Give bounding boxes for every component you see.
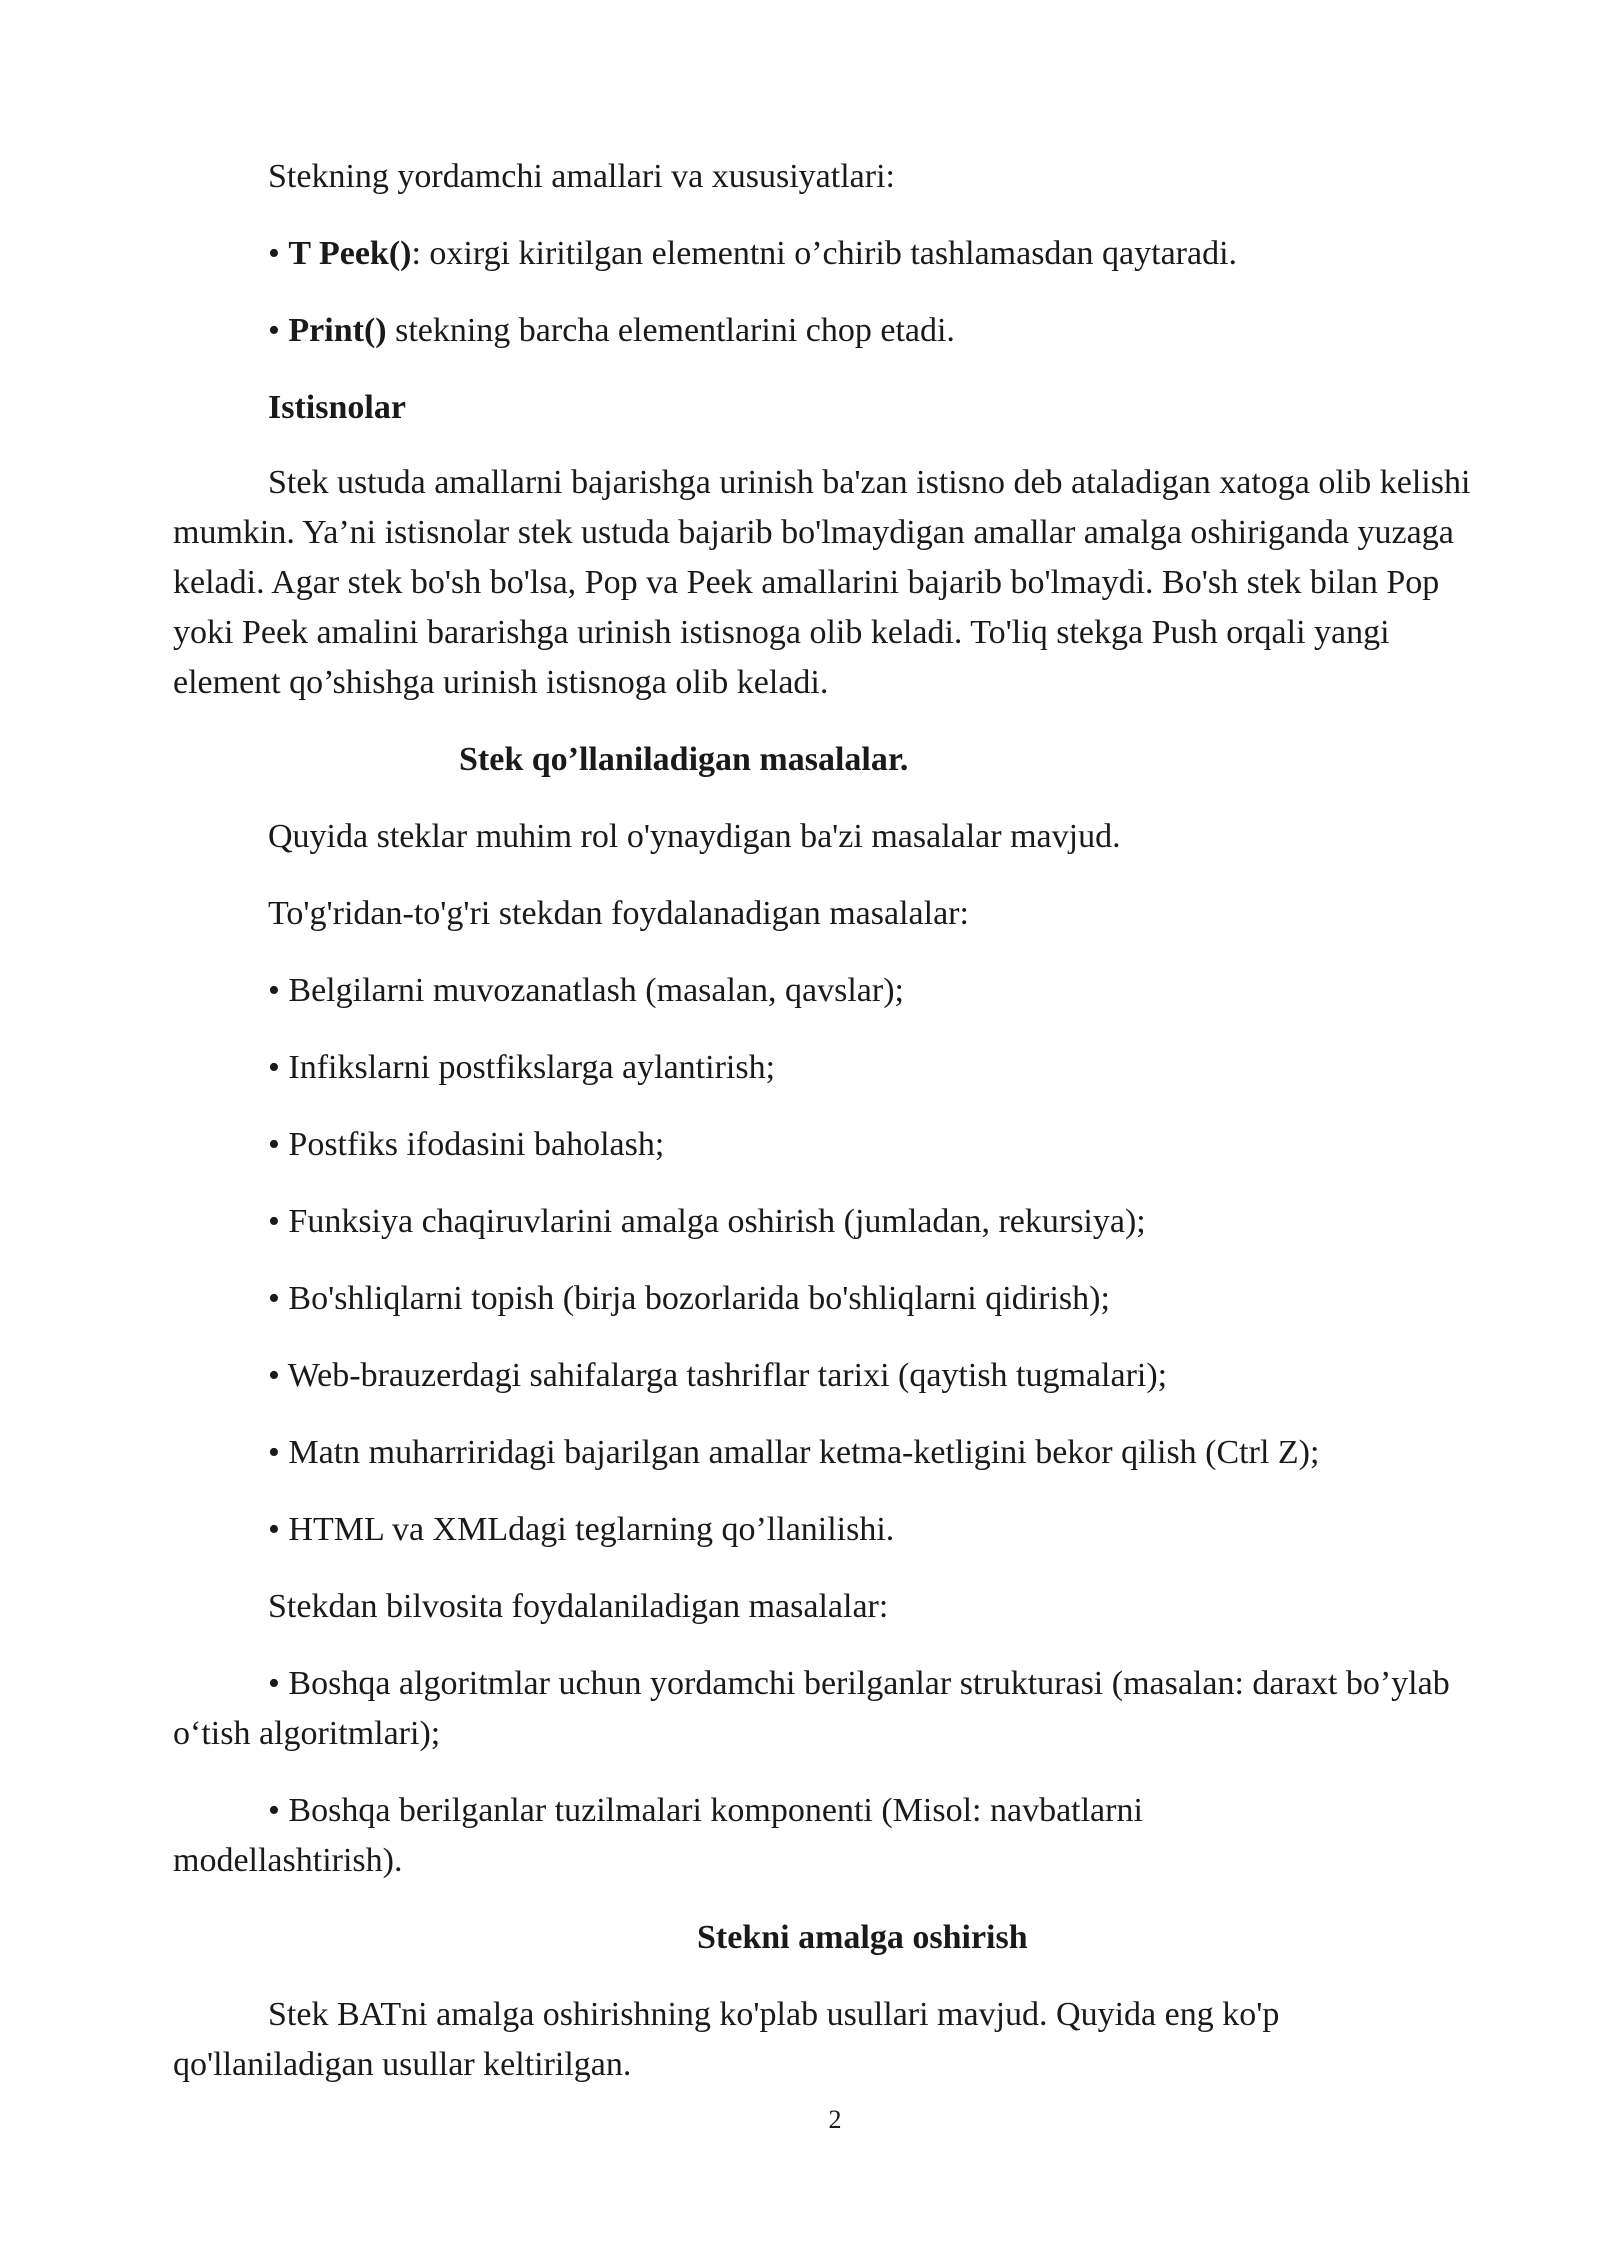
direct-problems-heading: To'g'ridan-to'g'ri stekdan foydalanadigan masalalar: [268, 895, 969, 932]
list-item: • Web-brauzerdagi sahifalarga tashriflar tarixi (qaytish tugmalari); [268, 1357, 1168, 1394]
bullet: • [268, 312, 289, 349]
list-item: • HTML va XMLdagi teglarning qo’llanilishi. [268, 1511, 895, 1548]
intro-line: Stekning yordamchi amallari va xususiyatlari: [268, 158, 895, 195]
list-item: • Funksiya chaqiruvlarini amalga oshirish (jumladan, rekursiya); [268, 1203, 1146, 1240]
list-item: • Boshqa berilganlar tuzilmalari komponenti (Misol: navbatlarni modellashtirish). [173, 1792, 1143, 1879]
print-method-description: stekning barcha elementlarini chop etadi. [386, 312, 955, 349]
problems-intro: Quyida steklar muhim rol o'ynaydigan ba'zi masalalar mavjud. [268, 818, 1121, 855]
exceptions-heading: Istisnolar [268, 389, 406, 426]
exceptions-paragraph: Stek ustuda amallarni bajarishga urinish ba'zan istisno deb ataladigan xatoga olib kelishi mumkin. Ya’ni istisnolar stek ustuda bajarib bo'lmaydigan amallar amalga oshiriganda yuzaga keladi. Agar stek bo'sh bo'lsa, Pop va Peek amallarini bajarib bo'lmaydi. Bo'sh stek bilan Pop yoki Peek amalini bararishga urinish istisnoga olib keladi. To'liq stekga Push orqali yangi element qo’shishga urinish istisnoga olib keladi. [173, 464, 1471, 701]
indirect-problems-heading: Stekdan bilvosita foydalaniladigan masalalar: [268, 1588, 889, 1625]
page-number: 2 [828, 2105, 842, 2134]
problems-heading: Stek qo’llaniladigan masalalar. [459, 741, 909, 778]
print-bullet-line [268, 306, 1503, 356]
list-item: • Belgilarni muvozanatlash (masalan, qavslar); [268, 972, 904, 1009]
list-item: • Postfiks ifodasini baholash; [268, 1126, 665, 1163]
implementation-heading: Stekni amalga oshirish [697, 1919, 1028, 1956]
list-item: • Infikslarni postfikslarga aylantirish; [268, 1049, 776, 1086]
list-item: • Matn muharriridagi bajarilgan amallar ketma-ketligini bekor qilish (Ctrl Z); [268, 1434, 1320, 1471]
list-item: • Boshqa algoritmlar uchun yordamchi berilganlar strukturasi (masalan: daraxt bo’ylab o‘tish algoritmlari); [173, 1665, 1450, 1752]
list-item: • Bo'shliqlarni topish (birja bozorlarida bo'shliqlarni qidirish); [268, 1280, 1110, 1317]
peek-bullet-line [268, 229, 1503, 279]
bullet: • [268, 235, 289, 272]
print-method-name: Print() [288, 312, 387, 349]
peek-method-name: T Peek() [288, 235, 412, 272]
peek-method-description: : oxirgi kiritilgan elementni o’chirib tashlamasdan qaytaradi. [411, 235, 1238, 272]
implementation-paragraph: Stek BATni amalga oshirishning ko'plab usullari mavjud. Quyida eng ko'p qo'llaniladigan usullar keltirilgan. [173, 1996, 1280, 2083]
